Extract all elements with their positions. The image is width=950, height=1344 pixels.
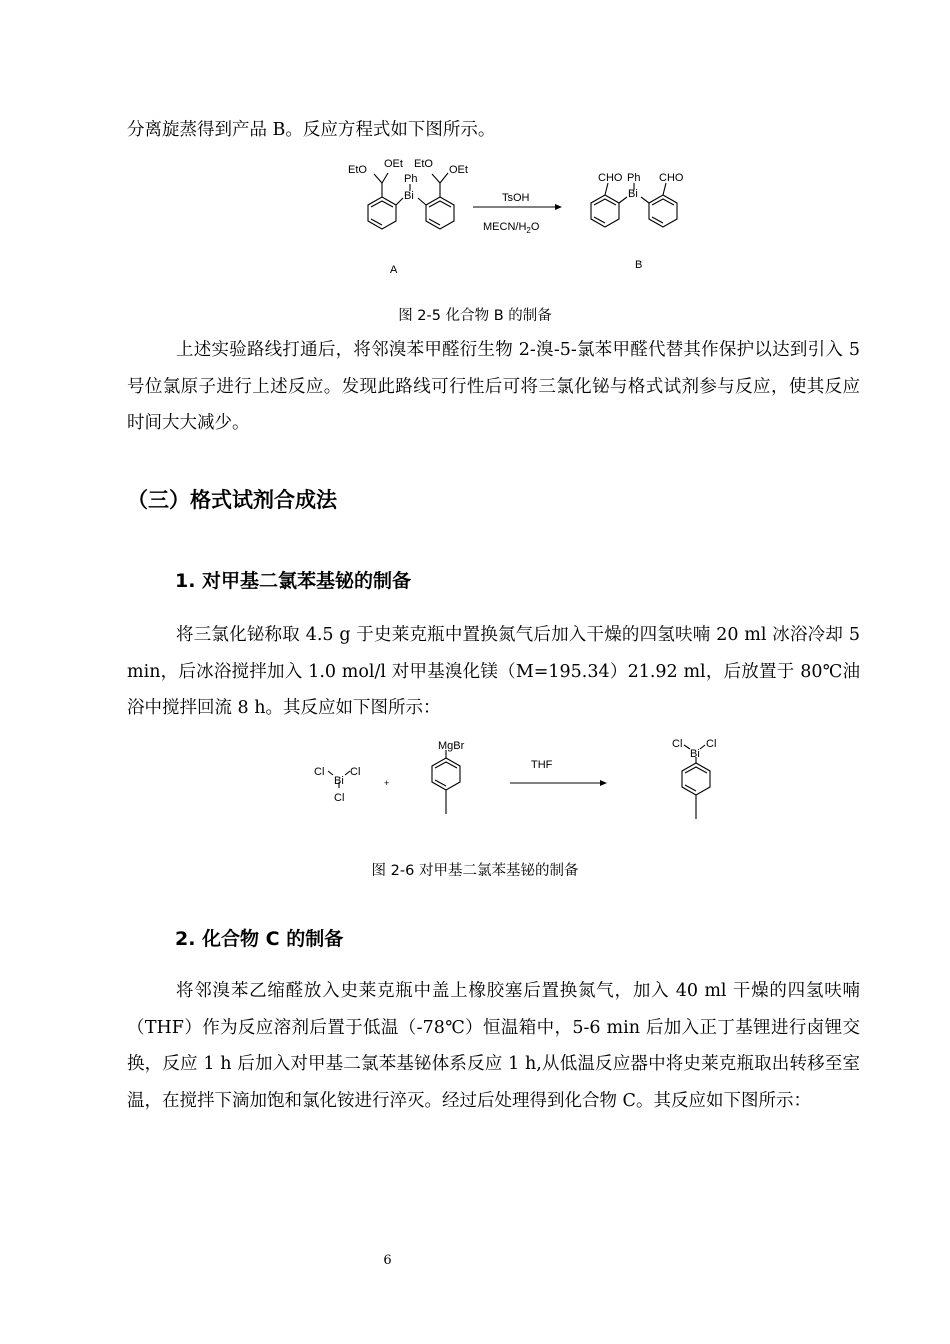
label-oet-left: OEt [384, 158, 403, 170]
label-mgbr: MgBr [438, 740, 465, 752]
label-eto-mid: EtO [414, 158, 433, 170]
reaction-scheme-svg-2 [300, 730, 740, 825]
page-number: 6 [383, 1253, 392, 1268]
label-cl-2: Cl [350, 766, 361, 778]
label-product-cl-2: Cl [706, 738, 717, 750]
label-bi-b: Bi [628, 188, 638, 200]
paragraph-procedure-2: 将邻溴苯乙缩醛放入史莱克瓶中盖上橡胶塞后置换氮气，加入 40 ml 干燥的四氢呋喃（THF）作为反应溶剂后置于低温（-78℃）恒温箱中，5-6 min 后加入正丁基锂进行卤锂交换，反应 1 h 后加入对甲基二氯苯基铋体系反应 1 h,从低温反应器中将史莱克瓶取出转移至室温，在搅拌下滴加饱和氯化铵进行淬灭。经过后处理得到化合物 C。其反应如下图所示： [127, 981, 860, 1111]
label-solvent: MECN/$H_2O$ [483, 221, 540, 235]
label-cho-right: CHO [659, 172, 684, 184]
label-compound-a: A [390, 264, 398, 276]
label-plus: + [384, 778, 390, 788]
label-bi: Bi [334, 775, 344, 787]
figure-2-5-caption: 图 2-5 化合物 B 的制备 [398, 308, 552, 324]
subsection-heading-2: 2. 化合物 C 的制备 [175, 928, 344, 950]
label-eto-left: EtO [348, 164, 367, 176]
label-cl-1: Cl [314, 766, 325, 778]
label-reagent-tsoh: TsOH [502, 192, 530, 204]
figure-2-6-reaction-scheme [300, 730, 740, 825]
subsection-heading-1: 1. 对甲基二氯苯基铋的制备 [175, 570, 412, 592]
label-ph-a: Ph [404, 173, 418, 185]
reaction-scheme-svg [330, 150, 710, 280]
label-oet-right: OEt [449, 164, 468, 176]
label-bi-a: Bi [404, 190, 414, 202]
label-ph-b: Ph [627, 172, 641, 184]
label-cl-3: Cl [334, 792, 345, 804]
paragraph-route: 上述实验路线打通后，将邻溴苯甲醛衍生物 2-溴-5-氯苯甲醛代替其作保护以达到引入 5 号位氯原子进行上述反应。发现此路线可行性后可将三氯化铋与格式试剂参与反应，使其反应时间大大减少。 [127, 340, 860, 433]
figure-2-6-caption: 图 2-6 对甲基二氯苯基铋的制备 [371, 863, 579, 879]
label-cho-left: CHO [598, 172, 623, 184]
figure-2-5-reaction-scheme [330, 150, 710, 280]
label-reagent-thf: THF [531, 759, 553, 771]
label-product-cl-1: Cl [672, 738, 683, 750]
label-product-bi: Bi [690, 748, 700, 760]
paragraph-intro: 分离旋蒸得到产品 B。反应方程式如下图所示。 [127, 120, 496, 140]
paragraph-procedure-1: 将三氯化铋称取 4.5 g 于史莱克瓶中置换氮气后加入干燥的四氢呋喃 20 ml 冰浴冷却 5 min，后冰浴搅拌加入 1.0 mol/l 对甲基溴化镁（M=195.34）21.92 ml，后放置于 80℃油浴中搅拌回流 8 h。其反应如下图所示： [127, 625, 860, 718]
label-compound-b: B [635, 259, 643, 271]
section-heading: （三）格式试剂合成法 [127, 488, 337, 512]
